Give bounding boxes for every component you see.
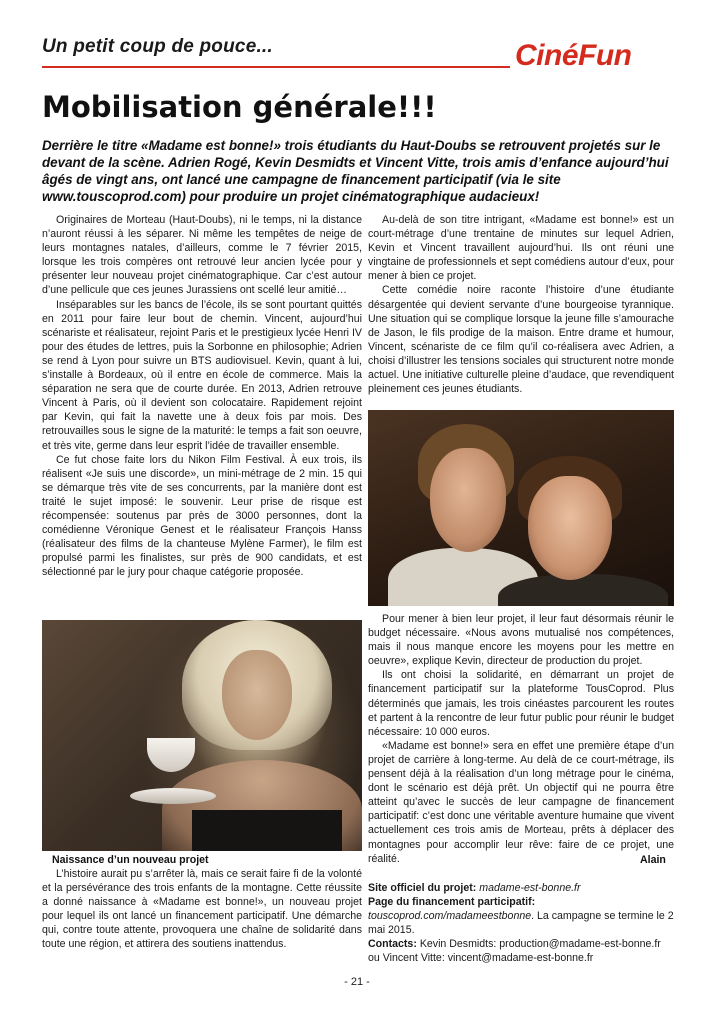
funding-link[interactable]: touscoprod.com/madameestbonne — [368, 910, 532, 923]
contacts-value: Kevin Desmidts: production@madame-est-bonne.fr ou Vincent Vitte: vincent@madame-est-bonne.fr — [368, 938, 661, 965]
right-bottom-paragraph-2: Ils ont choisi la solidarité, en démarrant un projet de financement participatif sur la plateforme TousCoprod. Plus déterminés que jamais, les trois cinéastes parcourent les routes et partent à la rencontre de leur futur public pour réunir le budget nécessaire: 10 000 euros. — [368, 669, 674, 738]
photo-figure-dress — [192, 810, 342, 851]
left-paragraph-3: Ce fut chose faite lors du Nikon Film Festival. À eux trois, ils réalisent «Je suis une discorde», un mini-métrage de 2 min. 15 qui se démarque très vite de ses concurrents, par la manière dont est traité le sujet imposé: le souvenir. Leur prise de risque est récompensée: soutenus par près de 3000 personnes, dont la comédienne Véronique Genest et le réalisateur François Hanss (réalisateur des films de la chanteuse Mylène Farmer), le film est propulsé parmi les finalistes, sur près de 900 candidats, et est sélectionné par le jury pour chaque catégorie proposée. — [42, 453, 362, 579]
section-rubric: Un petit coup de pouce... — [42, 36, 273, 57]
photo-figure-face — [430, 448, 506, 552]
site-link[interactable]: madame-est-bonne.fr — [479, 882, 581, 894]
logo-part-fun: Fun — [578, 39, 632, 72]
left-column — [42, 213, 362, 579]
rubric-divider — [42, 66, 510, 68]
funding-label-line — [368, 895, 674, 909]
info-box — [368, 881, 674, 966]
funding-label: Page du financement participatif: — [368, 896, 536, 909]
photo-teacup — [147, 738, 195, 772]
right-bottom-paragraph-3: «Madame est bonne!» sera en effet une première étape d’un projet de carrière à long-terme. Au delà de ce court-métrage, ils pensent déjà à la réalisation d’un long métrage pour le cinéma, dont le scénario est déjà prêt. Un objectif qui ne pourra être atteint qu’avec le succès de leur campagne de financement participatif: c’est donc une véritable aventure humaine que vivent actuellement ces trois amis de Morteau, prêts à déplacer des montagnes pour accomplir leur rêve: faire de ce projet, une réalité. — [368, 739, 674, 865]
article-lead: Derrière le titre «Madame est bonne!» trois étudiants du Haut-Doubs se retrouvent projetés sur le devant de la scène. Adrien Rogé, Kevin Desmidts et Vincent Vitte, trois amis d’enfance aujourd’hui âgés de vingt ans, ont lancé une campagne de financement participatif (via le site www.touscoprod.com) pour produire un projet cinématographique audacieux! — [42, 138, 669, 204]
left-column-bottom — [42, 867, 362, 952]
left-paragraph-1: Originaires de Morteau (Haut-Doubs), ni le temps, ni la distance n’auront réussi à les séparer. Ni même les tempêtes de neige de leurs montagnes natales, d’ailleurs, comme le 7 février 2015, lorsque les trois compères ont retrouvé leur ancien lycée pour y présenter leur nouveau projet cinématographique. Car c’est autour d’une pellicule que ces jeunes Jurassiens ont scellé leur amitié… — [42, 214, 362, 297]
right-column — [368, 213, 674, 396]
right-column-bottom — [368, 612, 674, 866]
contacts-line — [368, 937, 674, 965]
page-number: - 21 - — [344, 976, 370, 988]
photo-figure-face — [222, 650, 292, 740]
article-title: Mobilisation générale!!! — [42, 90, 437, 124]
logo-part-cine: Ciné — [515, 39, 579, 72]
left-paragraph-2: Inséparables sur les bancs de l’école, ils se sont pourtant quittés en 2011 pour faire leur bout de chemin. Vincent, aujourd’hui scénariste et réalisateur, rejoint Paris et le prestigieux lycée Henri IV pour des études de lettres, puis la Sorbonne en philosophie; Adrien se rend à Lyon pour suivre un BTS audiovisuel. Kevin, quant à lui, s’installe à Bordeaux, où il entre en école de commerce. Mais la séparation ne sera que de courte durée. En 2013, Adrien retrouve Vincent à Paris, où il devient son colocataire. Rapidement rejoint par Kevin, qui fait la navette une à deux fois par mois. Des retrouvailles sous le signe de la maturité: le temps a fait son oeuvre, et très vite, germe dans leur esprit l’idée de travailler ensemble. — [42, 298, 362, 452]
cinefun-logo — [515, 40, 632, 72]
funding-note: . La campagne se termine le 2 mai 2015. — [368, 910, 674, 937]
photo-two-young-men — [368, 410, 674, 606]
right-paragraph-2: Cette comédie noire raconte l’histoire d’une étudiante désargentée qui devient servante d’une bourgeoise tyrannique. Une situation qui se complique lorsque la jeune fille s’amourache de Jason, le fils prodige de la maison. Entre drame et humour, Vincent, scénariste de ce film qu’il co-réalisera avec Adrien, a choisi d’illustrer les tensions sociales qui structurent notre monde actuel. Une initiative culturelle pleine d’audace, que revendiquent pleinement ces jeunes étudiants. — [368, 284, 674, 396]
photo-woman-with-teacup — [42, 620, 362, 851]
photo-figure-shirt — [498, 574, 668, 606]
site-label: Site officiel du projet: — [368, 882, 477, 894]
site-line — [368, 881, 674, 895]
author-signature: Alain — [640, 854, 666, 866]
contacts-label: Contacts: — [368, 938, 417, 951]
photo-saucer — [130, 788, 216, 804]
funding-line — [368, 909, 674, 937]
right-paragraph-1: Au-delà de son titre intrigant, «Madame est bonne!» est un court-métrage d’une trentaine de minutes sur lequel Adrien, Kevin et Vincent travaillent aujourd’hui. Ils ont réuni une vingtaine de professionnels et sept comédiens autour d’eux, pour mener à bien ce projet. — [368, 214, 674, 283]
left-bottom-paragraph-1: L’histoire aurait pu s’arrêter là, mais ce serait faire fi de la volonté et la persévérance des trois enfants de la montagne. Cette réussite a donné naissance à «Madame est bonne!», un nouveau projet pour lequel ils ont lancé un financement participatif. Une démarche qui, contre toute attente, provoquera une chaîne de solidarité dans toute une région, et attirera des soutiens inattendus. — [42, 868, 362, 951]
photo-caption: Naissance d’un nouveau projet — [52, 854, 209, 866]
right-bottom-paragraph-1: Pour mener à bien leur projet, il leur faut désormais réunir le budget nécessaire. «Nous avons mutualisé nos compétences, mais il nous manque encore les moyens pour les mettre en oeuvre», explique Kevin, directeur de production du projet. — [368, 613, 674, 668]
photo-figure-face — [528, 476, 612, 580]
